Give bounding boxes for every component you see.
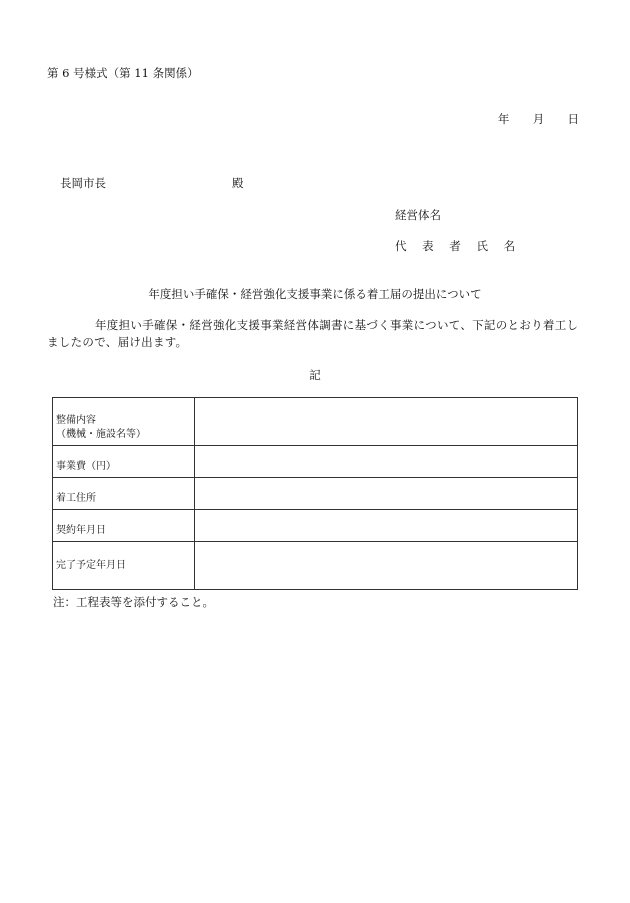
table-value-cell[interactable] (195, 510, 578, 542)
date-day-label: 日 (567, 112, 579, 126)
table-value-cell[interactable] (195, 542, 578, 590)
date-line (498, 111, 579, 127)
representative-label: 代 表 者 氏 名 (395, 239, 522, 253)
record-table (52, 397, 578, 590)
table-row (53, 446, 578, 478)
date-year-label: 年 (497, 112, 510, 126)
ki-heading: 記 (309, 368, 321, 382)
table-value-cell[interactable] (195, 446, 578, 478)
business-name-label: 経営体名 (395, 208, 441, 222)
row-label: 整備内容 (56, 415, 96, 426)
date-month-label: 月 (532, 112, 545, 126)
table-value-cell[interactable] (195, 398, 578, 446)
table-value-cell[interactable] (195, 478, 578, 510)
addressee-honorific: 殿 (232, 176, 244, 190)
row-label: 着工住所 (53, 478, 195, 510)
row-label: 完了予定年月日 (53, 542, 195, 590)
table-row (53, 478, 578, 510)
addressee-name: 長岡市長 (60, 176, 106, 190)
row-label: 事業費（円） (53, 446, 195, 478)
row-label-sub: （機械・施設名等） (56, 429, 146, 440)
body-text: 年度担い手確保・経営強化支援事業経営体調書に基づく事業について、下記のとおり着工しましたので、届け出ます。 (47, 318, 579, 349)
table-row (53, 542, 578, 590)
document-subject: 年度担い手確保・経営強化支援事業に係る着工届の提出について (148, 287, 482, 301)
footnote: 注：工程表等を添付すること。 (53, 595, 214, 609)
form-number: 第 6 号様式（第 11 条関係） (47, 66, 199, 80)
table-label-cell (53, 398, 195, 446)
row-label: 契約年月日 (53, 510, 195, 542)
table-row (53, 510, 578, 542)
table-row (53, 398, 578, 446)
